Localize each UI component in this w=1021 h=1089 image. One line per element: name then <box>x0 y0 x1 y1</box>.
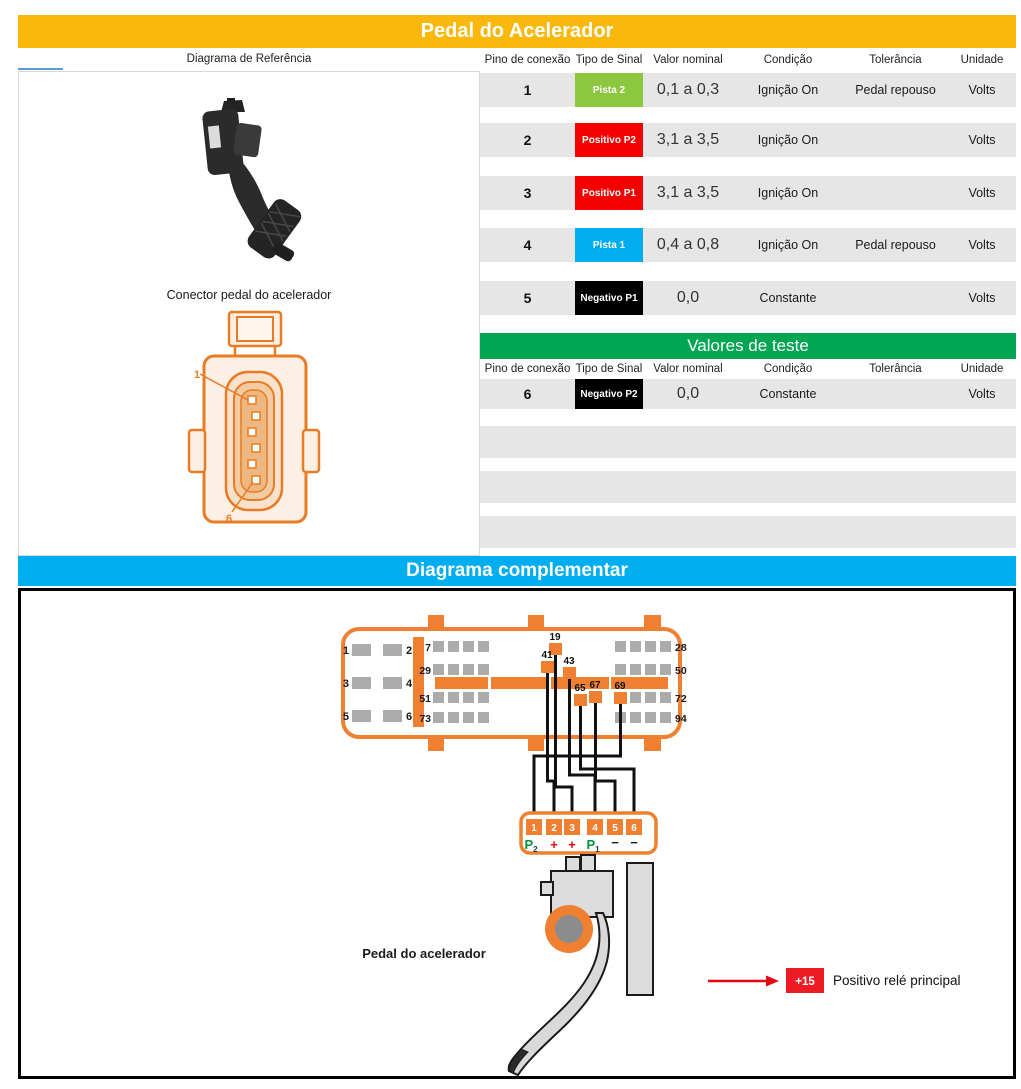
tolerance: Pedal repouso <box>855 83 936 97</box>
signal-badge: Positivo P1 <box>575 176 643 210</box>
svg-text:+: + <box>550 837 558 852</box>
nominal-value: 0,1 a 0,3 <box>656 81 720 98</box>
signal-badge: Pista 1 <box>575 228 643 262</box>
pin-number: 4 <box>523 237 532 253</box>
svg-text:29: 29 <box>419 665 431 677</box>
pedal-photo-art <box>202 98 305 263</box>
pin-number: 6 <box>523 386 532 402</box>
connector-drawing <box>186 308 321 528</box>
connector-caption: Conector pedal do acelerador <box>166 288 332 302</box>
reference-header <box>18 48 480 71</box>
col-header-unidade-2: Unidade <box>960 363 1004 375</box>
svg-text:65: 65 <box>574 683 586 694</box>
svg-text:1: 1 <box>531 823 537 834</box>
col-header-condicao: Condição <box>763 53 813 66</box>
svg-text:50: 50 <box>675 665 687 677</box>
unit: Volts <box>968 387 996 401</box>
svg-text:19: 19 <box>549 632 561 643</box>
nominal-value: 0,4 a 0,8 <box>656 236 720 253</box>
pedal-six-pin-connector <box>521 813 656 854</box>
signal-table <box>480 48 1016 548</box>
wiring-diagram <box>21 591 1013 1076</box>
svg-text:51: 51 <box>419 693 431 705</box>
condition: Constante <box>759 291 817 305</box>
svg-text:43: 43 <box>563 656 575 667</box>
plus15-badge-label: +15 <box>795 976 815 988</box>
pedal-diagram-label: Pedal do acelerador <box>362 946 486 961</box>
pin-number: 5 <box>523 290 532 306</box>
nominal-value: 0,0 <box>676 289 700 306</box>
condition: Ignição On <box>757 238 819 252</box>
col-header-pino: Pino de conexão <box>484 53 571 66</box>
signal-badge: Positivo P2 <box>575 123 643 157</box>
nominal-value: 3,1 a 3,5 <box>656 131 720 148</box>
svg-text:94: 94 <box>675 713 687 725</box>
table-row <box>480 176 1016 210</box>
test-values-header: Valores de teste <box>480 333 1016 359</box>
svg-text:4: 4 <box>406 678 413 690</box>
unit: Volts <box>968 186 996 200</box>
svg-text:+: + <box>568 837 576 852</box>
svg-text:28: 28 <box>675 642 687 654</box>
svg-text:69: 69 <box>614 681 626 692</box>
svg-text:41: 41 <box>541 650 553 661</box>
empty-row <box>480 471 1016 503</box>
col-header-tipo-2: Tipo de Sinal <box>575 363 643 375</box>
svg-text:2: 2 <box>551 823 557 834</box>
svg-text:7: 7 <box>425 642 431 654</box>
svg-text:3: 3 <box>569 823 575 834</box>
svg-text:2: 2 <box>406 645 413 657</box>
table-row <box>480 73 1016 107</box>
top-section <box>18 48 1016 556</box>
svg-text:−: − <box>611 835 619 850</box>
col-header-tipo: Tipo de Sinal <box>575 53 643 66</box>
table-row <box>480 281 1016 315</box>
col-header-tolerancia-2: Tolerância <box>869 363 922 375</box>
nominal-value: 0,0 <box>676 385 700 402</box>
ecu-connector <box>343 615 687 751</box>
svg-text:73: 73 <box>419 713 431 725</box>
tolerance <box>843 281 948 315</box>
pin-number: 2 <box>523 132 532 148</box>
connector-pin6-label: 6 <box>226 513 233 525</box>
complementary-header: Diagrama complementar <box>18 556 1016 586</box>
pedal-drawing <box>509 855 653 1075</box>
pin-number: 1 <box>523 82 532 98</box>
complementary-diagram-box <box>18 588 1016 1079</box>
table-row <box>480 379 1016 409</box>
condition: Constante <box>759 387 817 401</box>
empty-row <box>480 426 1016 458</box>
col-header-condicao-2: Condição <box>763 363 813 375</box>
svg-text:5: 5 <box>612 823 618 834</box>
page-title: Pedal do Acelerador <box>18 15 1016 48</box>
pedal-photo <box>199 98 314 266</box>
svg-text:−: − <box>630 835 638 850</box>
signal-badge: Negativo P1 <box>575 281 643 315</box>
signal-badge: Negativo P2 <box>575 379 643 409</box>
svg-text:3: 3 <box>342 678 349 690</box>
col-header-valor: Valor nominal <box>653 53 723 66</box>
col-header-valor-2: Valor nominal <box>653 363 723 375</box>
table-column-headers-2 <box>480 359 1016 379</box>
document-page <box>18 15 1016 1079</box>
connector-art <box>189 312 319 522</box>
condition: Ignição On <box>757 186 819 200</box>
tolerance <box>843 379 948 409</box>
col-header-tolerancia: Tolerância <box>869 53 922 66</box>
empty-row <box>480 516 1016 548</box>
svg-text:P2: $P_2$ <box>524 837 538 854</box>
unit: Volts <box>968 133 996 147</box>
col-header-unidade: Unidade <box>960 53 1004 66</box>
svg-text:6: 6 <box>406 711 413 723</box>
table-column-headers <box>480 48 1016 71</box>
signal-badge: Pista 2 <box>575 73 643 107</box>
reference-header-label: Diagrama de Referência <box>186 53 312 65</box>
ecu-center-bar <box>435 677 668 689</box>
condition: Ignição On <box>757 83 819 97</box>
svg-text:P1: $P_1$ <box>586 837 600 854</box>
nominal-value: 3,1 a 3,5 <box>656 184 720 201</box>
col-header-pino-2: Pino de conexão <box>484 363 571 375</box>
svg-text:67: 67 <box>589 680 601 691</box>
condition: Ignição On <box>757 133 819 147</box>
svg-text:1: 1 <box>342 645 349 657</box>
svg-text:5: 5 <box>342 711 349 723</box>
active-tab-underline <box>18 68 63 70</box>
legend-text: Positivo relé principal <box>833 973 961 988</box>
svg-text:72: 72 <box>675 693 687 705</box>
unit: Volts <box>968 291 996 305</box>
table-row <box>480 123 1016 157</box>
tolerance: Pedal repouso <box>855 238 936 252</box>
connector-pin1-label: 1 <box>194 369 201 381</box>
reference-panel <box>18 48 480 556</box>
table-row <box>480 228 1016 262</box>
reference-box <box>18 71 480 556</box>
svg-text:4: 4 <box>592 823 598 834</box>
tolerance <box>843 176 948 210</box>
tolerance <box>843 123 948 157</box>
pin-number: 3 <box>523 185 532 201</box>
unit: Volts <box>968 238 996 252</box>
legend <box>708 968 961 993</box>
unit: Volts <box>968 83 996 97</box>
svg-text:6: 6 <box>631 823 637 834</box>
